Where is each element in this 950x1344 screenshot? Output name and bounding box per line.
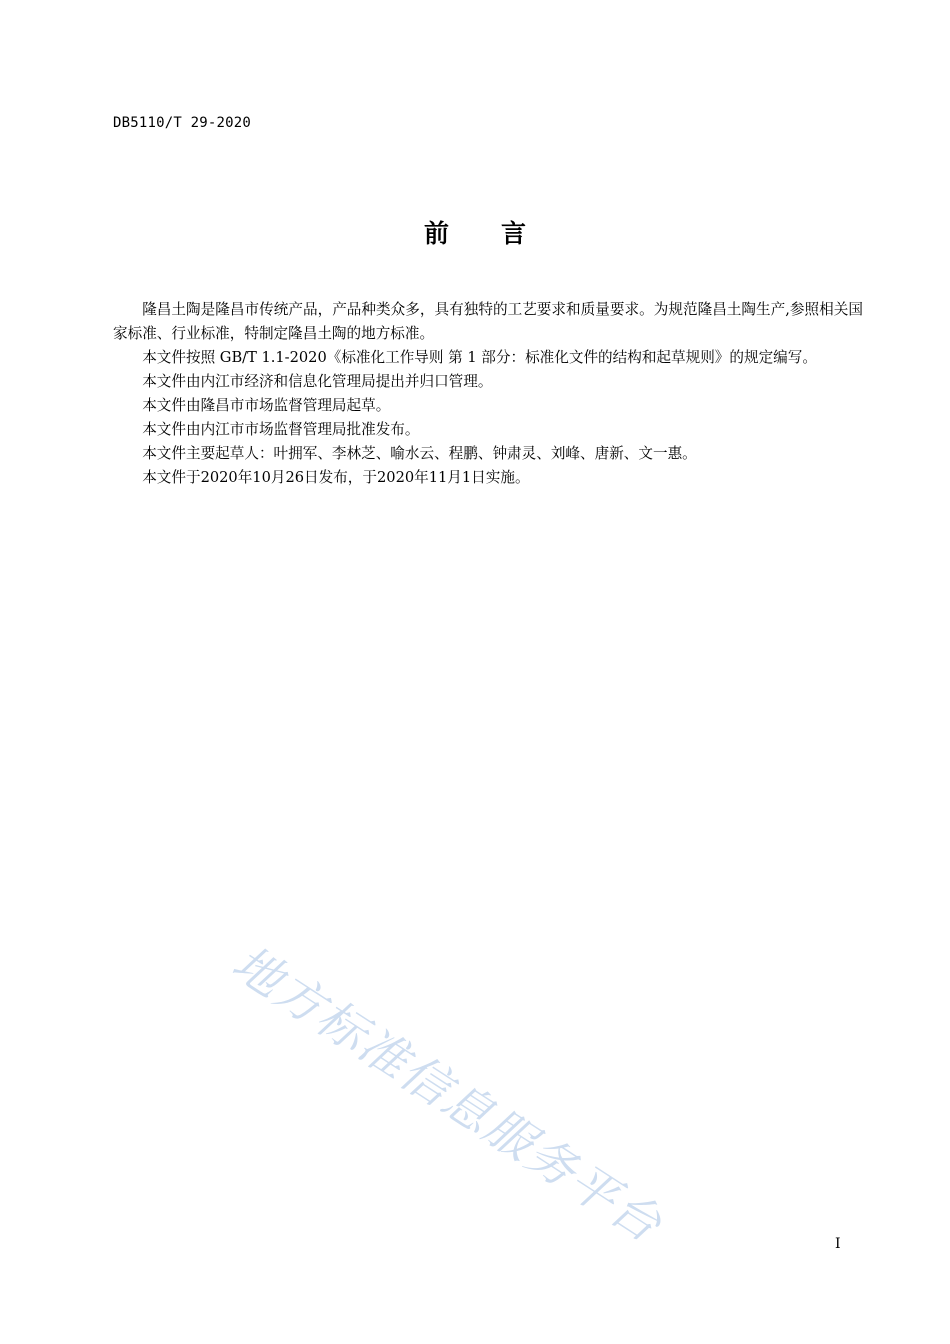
preface-body [113,298,863,490]
page-title [0,214,950,250]
paragraph-proposer: 本文件由内江市经济和信息化管理局提出并归口管理。 [142,373,493,390]
paragraph-dates: 本文件于2020年10月26日发布，于2020年11月1日实施。 [142,469,530,486]
page-number: I [835,1236,841,1252]
paragraph-authors: 本文件主要起草人：叶拥军、李林芝、喻水云、程鹏、钟肃灵、刘峰、唐新、文一惠。 [142,445,697,462]
title-char-1: 前 [423,219,449,248]
standard-code: DB5110/T 29-2020 [113,115,252,131]
title-char-2: 言 [501,219,527,248]
paragraph-approver: 本文件由内江市市场监督管理局批准发布。 [142,421,420,438]
watermark: 地方标准信息服务平台 [222,934,673,1255]
paragraph-drafting-rules: 本文件按照 GB/T 1.1-2020《标准化工作导则 第 1 部分：标准化文件的结构和起草规则》的规定编写。 [142,349,817,366]
paragraph-intro: 隆昌土陶是隆昌市传统产品，产品种类众多，具有独特的工艺要求和质量要求。为规范隆昌土陶生产,参照相关国家标准、行业标准，特制定隆昌土陶的地方标准。 [113,301,863,342]
paragraph-drafter: 本文件由隆昌市市场监督管理局起草。 [142,397,391,414]
